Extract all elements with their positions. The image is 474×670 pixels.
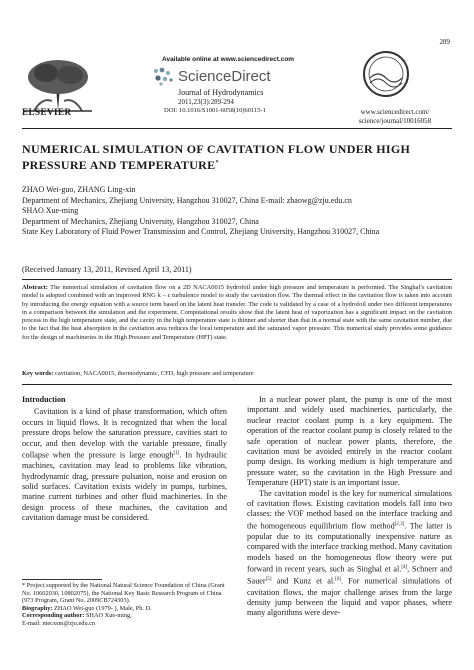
keywords-text: cavitation, NACA0015, thermodynamic, CFD, high pressure and temperature [55, 370, 254, 377]
intro-paragraph-3: The cavitation model is the key for numerical simulations of cavitation flows. Existing cavitation models fall into two classes: the VOF method based on the interface tracking and the homogeneous equilibrium flow method[2,3]. The latter is popular due to its computationally inexpensive nature as compared with the interface tracking method. Many cavitation models based on the homogeneous flow theory were put forward in recent years, such as Singhal et al.[4], Schnerr and Sauer[5] and Kunz et al.[6]. For numerical simulations of cavitation flows, the major challenge arises from the large density jump between the liquid and vapor phases, where many algorithms were deve- [247, 488, 452, 618]
journal-issue: 2011,23(3):289-294 [178, 98, 234, 106]
abstract [22, 284, 452, 342]
available-online-text: Available online at www.sciencedirect.com [162, 56, 295, 63]
corresponding-author-text: SHAO Xue-ming, [85, 612, 132, 620]
keywords-label: Key words: [22, 370, 54, 377]
intro-paragraph-2: In a nuclear power plant, the pump is one of the most important and widely used machineries, particularly, the nuclear reactor coolant pump is a key equipment. The operation of the reactor coolant pump is closely related to the safe operation of nuclear power plants, therefore, the cavitation must be avoided entirely in the reactor coolant pump design. Its working medium is high temperature and pressure water, so the cavitation in the High Pressure and Temperature (HPT) state is an important issue. [247, 395, 452, 488]
received-date: (Received January 13, 2011, Revised April 13, 2011) [22, 265, 192, 274]
journal-header [150, 56, 340, 114]
authors-line-1: ZHAO Wei-guo, ZHANG Ling-xin [22, 185, 136, 194]
paper-title-line1: NUMERICAL SIMULATION OF CAVITATION FLOW UNDER HIGH [22, 142, 411, 156]
page-number: 289 [439, 38, 450, 46]
biography-label: Biography: [22, 604, 53, 612]
citation-4[interactable]: [4] [401, 565, 408, 571]
citation-2-3[interactable]: [2,3] [394, 521, 405, 527]
author-block [22, 185, 452, 238]
jhd-journal-logo [362, 50, 410, 98]
paper-title-line2: PRESSURE AND TEMPERATURE [22, 158, 216, 172]
journal-url-line2: science/journal/10016058 [358, 116, 432, 125]
journal-name: Journal of Hydrodynamics [178, 88, 264, 97]
authors-line-2: SHAO Xue-ming [22, 206, 79, 215]
publisher-name: ELSEVIER [22, 107, 72, 117]
affiliation-line-3: State Key Laboratory of Fluid Power Transmission and Control, Zhejiang University, Hangzhou 310027, China [22, 227, 380, 236]
abstract-bottom-rule [22, 384, 452, 385]
keywords [22, 370, 452, 377]
funding-footnote: * Project supported by the National Natural Science Foundation of China (Grant No. 10602030, 10802075), the National Key Basic Research Program of China (973 Program, Grant No. 2009CB724303). [22, 582, 225, 605]
citation-5[interactable]: [5] [265, 577, 272, 583]
footnote-rule [22, 579, 102, 580]
right-column [247, 395, 452, 619]
left-column [22, 395, 227, 524]
citation-1[interactable]: [1] [173, 451, 180, 457]
affiliation-line-1: Department of Mechanics, Zhejiang University, Hangzhou 310027, China E-mail: zhaowg@zju.edu.cn [22, 195, 352, 205]
header-rule [22, 128, 452, 129]
journal-url-line1: www.sciencedirect.com/ [360, 108, 430, 116]
affiliation-line-2: Department of Mechanics, Zhejiang University, Hangzhou 310027, China [22, 216, 259, 226]
title-footnote-marker: * [215, 160, 219, 166]
section-heading-introduction: Introduction [22, 395, 66, 404]
abstract-label: Abstract: [22, 284, 48, 291]
biography-text: ZHAO Wei-guo (1979- ), Male, Ph. D. [54, 604, 152, 612]
abstract-text: The numerical simulation of cavitation flow on a 2D NACA0015 hydrofoil under high pressure and temperature is performed. The Singhal’s cavitation model is adopted combined with an improved RNG k – ε turbulence model to study the cavitation flow. The thermal effect in the cavitation flow is taken into account by introducing the energy equation with a source term based on the latent heat transfer. The code is validated by a case of a hydrofoil under two different temperatures in a comparison between the simulation and the experiment. Computational results show that the latent heat of vaporization has a significant impact on the cavitation process in the high temperature state, and the cavity in the high temperature state is thinner and shorter than that in a normal state with the same cavitation number, due to the fact that the heat absorption in the cavitation area reduces the local temperature and the saturated vapor pressure. This numerical study provides some guidance for the design of machineries in the High Pressure and Temperature (HPT) state. [22, 284, 452, 341]
sciencedirect-dots-icon [150, 65, 176, 87]
abstract-top-rule [22, 279, 452, 280]
citation-6[interactable]: [6] [335, 577, 342, 583]
sciencedirect-wordmark: ScienceDirect [178, 67, 271, 85]
doi: DOI: 10.1016/S1001-6058(10)60115-1 [164, 107, 266, 114]
paper-title [22, 142, 452, 172]
corresponding-author-label: Corresponding author: [22, 612, 85, 620]
journal-url [340, 108, 450, 125]
intro-paragraph-1: Cavitation is a kind of phase transformation, which often occurs in liquid flows. It is recognized that when the local pressure drops below the saturation pressure, cavities start to occur, and then develop with the variable pressure, finally collapse when the pressure is large enough[1]. In hydraulic machines, cavitation may lead to problems like vibration, hydrodynamic drag, pressure pulsation, noise and erosion on solid surfaces. Cavitation exists widely in pumps, turbines, marine current turbines and other fluid machineries. In the design process of these machines, the cavitation and cavitation damage must be considered. [22, 407, 228, 523]
corresponding-email[interactable]: E-mail: mecxsm@zju.edu.cn [22, 619, 96, 627]
footnote-block [22, 582, 227, 628]
